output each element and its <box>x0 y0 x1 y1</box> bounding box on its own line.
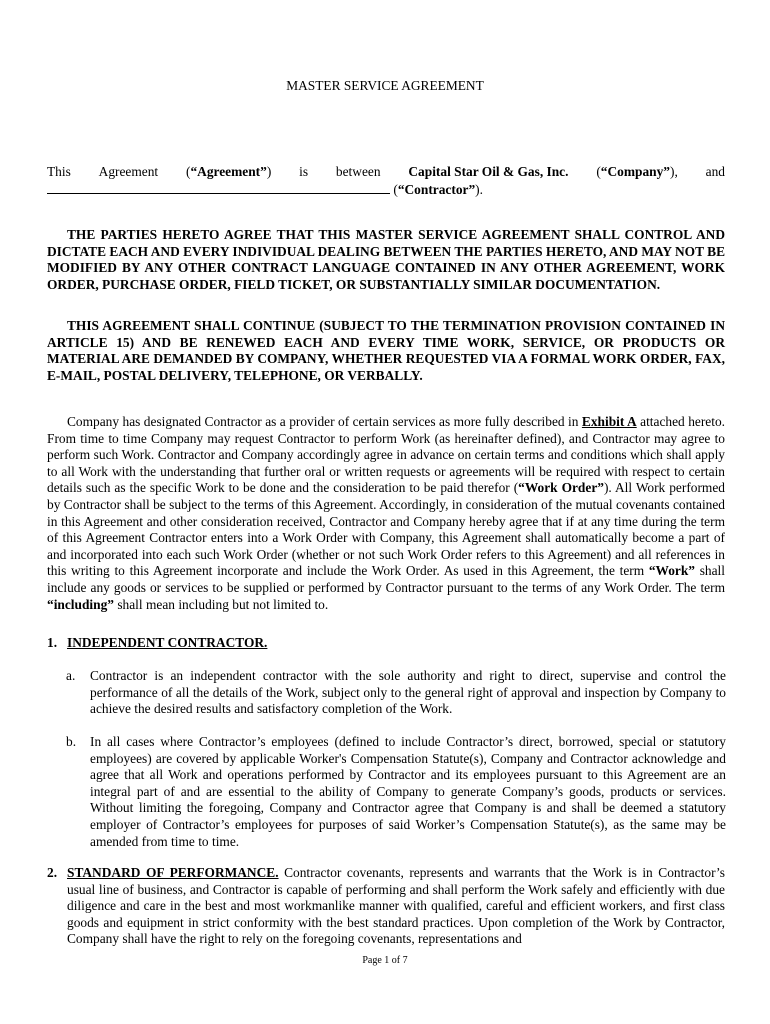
section-heading: STANDARD OF PERFORMANCE. <box>67 865 279 880</box>
paren: ( <box>596 164 601 179</box>
page-number: Page 1 of 7 <box>362 955 408 966</box>
caps-paragraph-control <box>47 227 725 293</box>
intro-word: between <box>335 164 381 179</box>
subsection-label: b. <box>66 734 77 749</box>
intro-word: is <box>299 164 309 179</box>
section-text: Contractor covenants, represents and warrants that the Work is in Contractor’s usual line of business, and Contractor is capable of performing and shall perform the Work safely and efficiently with due diligence and care in the best and most workmanlike manner with qualified, careful and efficient workers, and first class goods and equipment in strict conformity with the best standard practices. Upon completion of the Work by Contractor, Company shall have the right to rely on the foregoing covenants, representations and <box>67 865 725 947</box>
company-name: Capital Star Oil & Gas, Inc. <box>408 164 569 179</box>
caps-paragraph-text: THE PARTIES HERETO AGREE THAT THIS MASTER SERVICE AGREEMENT SHALL CONTROL AND DICTATE EACH AND EVERY INDIVIDUAL DEALING BETWEEN THE PARTIES HERETO, AND MAY NOT BE MODIFIED BY ANY OTHER CONTRACT LANGUAGE CONTAINED IN ANY OTHER AGREEMENT, WORK ORDER, PURCHASE ORDER, FIELD TICKET, OR SUBSTANTIALLY SIMILAR DOCUMENTATION. <box>47 227 725 292</box>
agreement-label: “Agreement” <box>190 164 267 179</box>
contractor-label: “Contractor” <box>397 181 476 197</box>
paren: ). <box>475 181 483 197</box>
paren: ( <box>186 164 191 179</box>
caps-paragraph-continue <box>47 318 725 384</box>
body-text: shall include any goods or services to be supplied or performed by Contractor pursuant to the terms of any Work Order. The term <box>47 563 726 595</box>
section-number: 2. <box>47 865 58 880</box>
intro-word: This <box>47 164 71 179</box>
body-text: Company has designated Contractor as a provider of certain services as more fully described in <box>67 414 582 429</box>
paren: ( <box>390 181 398 197</box>
paren: ), <box>670 164 678 179</box>
intro-agreement-def <box>186 164 271 181</box>
company-label: “Company” <box>600 164 670 179</box>
work-order-term: “Work Order” <box>518 480 604 496</box>
section-1b <box>66 734 726 850</box>
document-title: MASTER SERVICE AGREEMENT <box>286 78 484 93</box>
section-1a <box>66 668 726 718</box>
body-text: ). All Work performed by Contractor shall be subject to the terms of this Agreement. Accordingly, in consideration of the mutual covenants contained in this Agreement and other consideration received, Contractor and Company hereby agree that if at any time during the term of this Agreement Contractor enters into a Work Order with Company, this Agreement shall automatically become a part of and incorporated into each such Work Order (whether or not such Work Order refers to this Agreement) and all references in this writing to this Agreement incorporate and include the Work Order. As used in this Agreement, the term <box>47 480 725 579</box>
work-term: “Work” <box>648 563 695 579</box>
contractor-name-blank[interactable] <box>47 182 390 194</box>
intro-paragraph <box>47 164 725 198</box>
body-text: shall mean including but not limited to. <box>113 596 329 612</box>
subsection-text: Contractor is an independent contractor with the sole authority and right to direct, supervise and control the performance of all the details of the Work, subject only to the general right of approval and inspection by Company to achieve the desired results and satisfactory completion of the Work. <box>90 668 726 717</box>
body-text: attached hereto. From time to time Company may request Contractor to perform Work (as hereinafter defined), and Contractor may agree to perform such Work. Contractor and Company accordingly agree in advance on certain terms and conditions which shall apply to all Work with the understanding that further oral or written requests or agreements will be required with respect to certain details such as the specific Work to be done and the consideration to be paid therefor ( <box>47 414 725 496</box>
exhibit-a-reference: Exhibit A <box>581 414 637 429</box>
including-term: “including” <box>47 596 114 612</box>
subsection-text: In all cases where Contractor’s employees (defined to include Contractor’s direct, borrowed, special or statutory employees) are covered by applicable Worker's Compensation Statute(s), Company and Contractor acknowledge and agree that all Work and operations performed by Contractor and its employees pursuant to this Agreement are an integral part of and are essential to the ability of Company to generate Company’s goods, products or services. Without limiting the foregoing, Company and Contractor agree that Company is and shall be deemed a statutory employer of Contractor’s employees for purposes of said Worker’s Compensation Statute(s), as the same may be amended from time to time. <box>90 734 726 849</box>
recitals-paragraph <box>47 414 725 613</box>
subsection-label: a. <box>66 668 76 683</box>
section-1-heading <box>47 635 725 652</box>
intro-company-def <box>596 164 677 181</box>
section-heading: INDEPENDENT CONTRACTOR. <box>67 635 268 650</box>
section-number: 1. <box>47 635 58 650</box>
intro-word: Agreement <box>98 164 159 179</box>
intro-word: and <box>705 164 725 179</box>
section-2 <box>47 865 725 948</box>
caps-paragraph-text: THIS AGREEMENT SHALL CONTINUE (SUBJECT TO THE TERMINATION PROVISION CONTAINED IN ARTICLE 15) AND BE RENEWED EACH AND EVERY TIME WORK, SERVICE, OR PRODUCTS OR MATERIAL ARE DEMANDED BY COMPANY, WHETHER REQUESTED VIA A FORMAL WORK ORDER, FAX, E-MAIL, POSTAL DELIVERY, TELEPHONE, OR VERBALLY. <box>47 318 725 383</box>
paren: ) <box>266 164 272 179</box>
